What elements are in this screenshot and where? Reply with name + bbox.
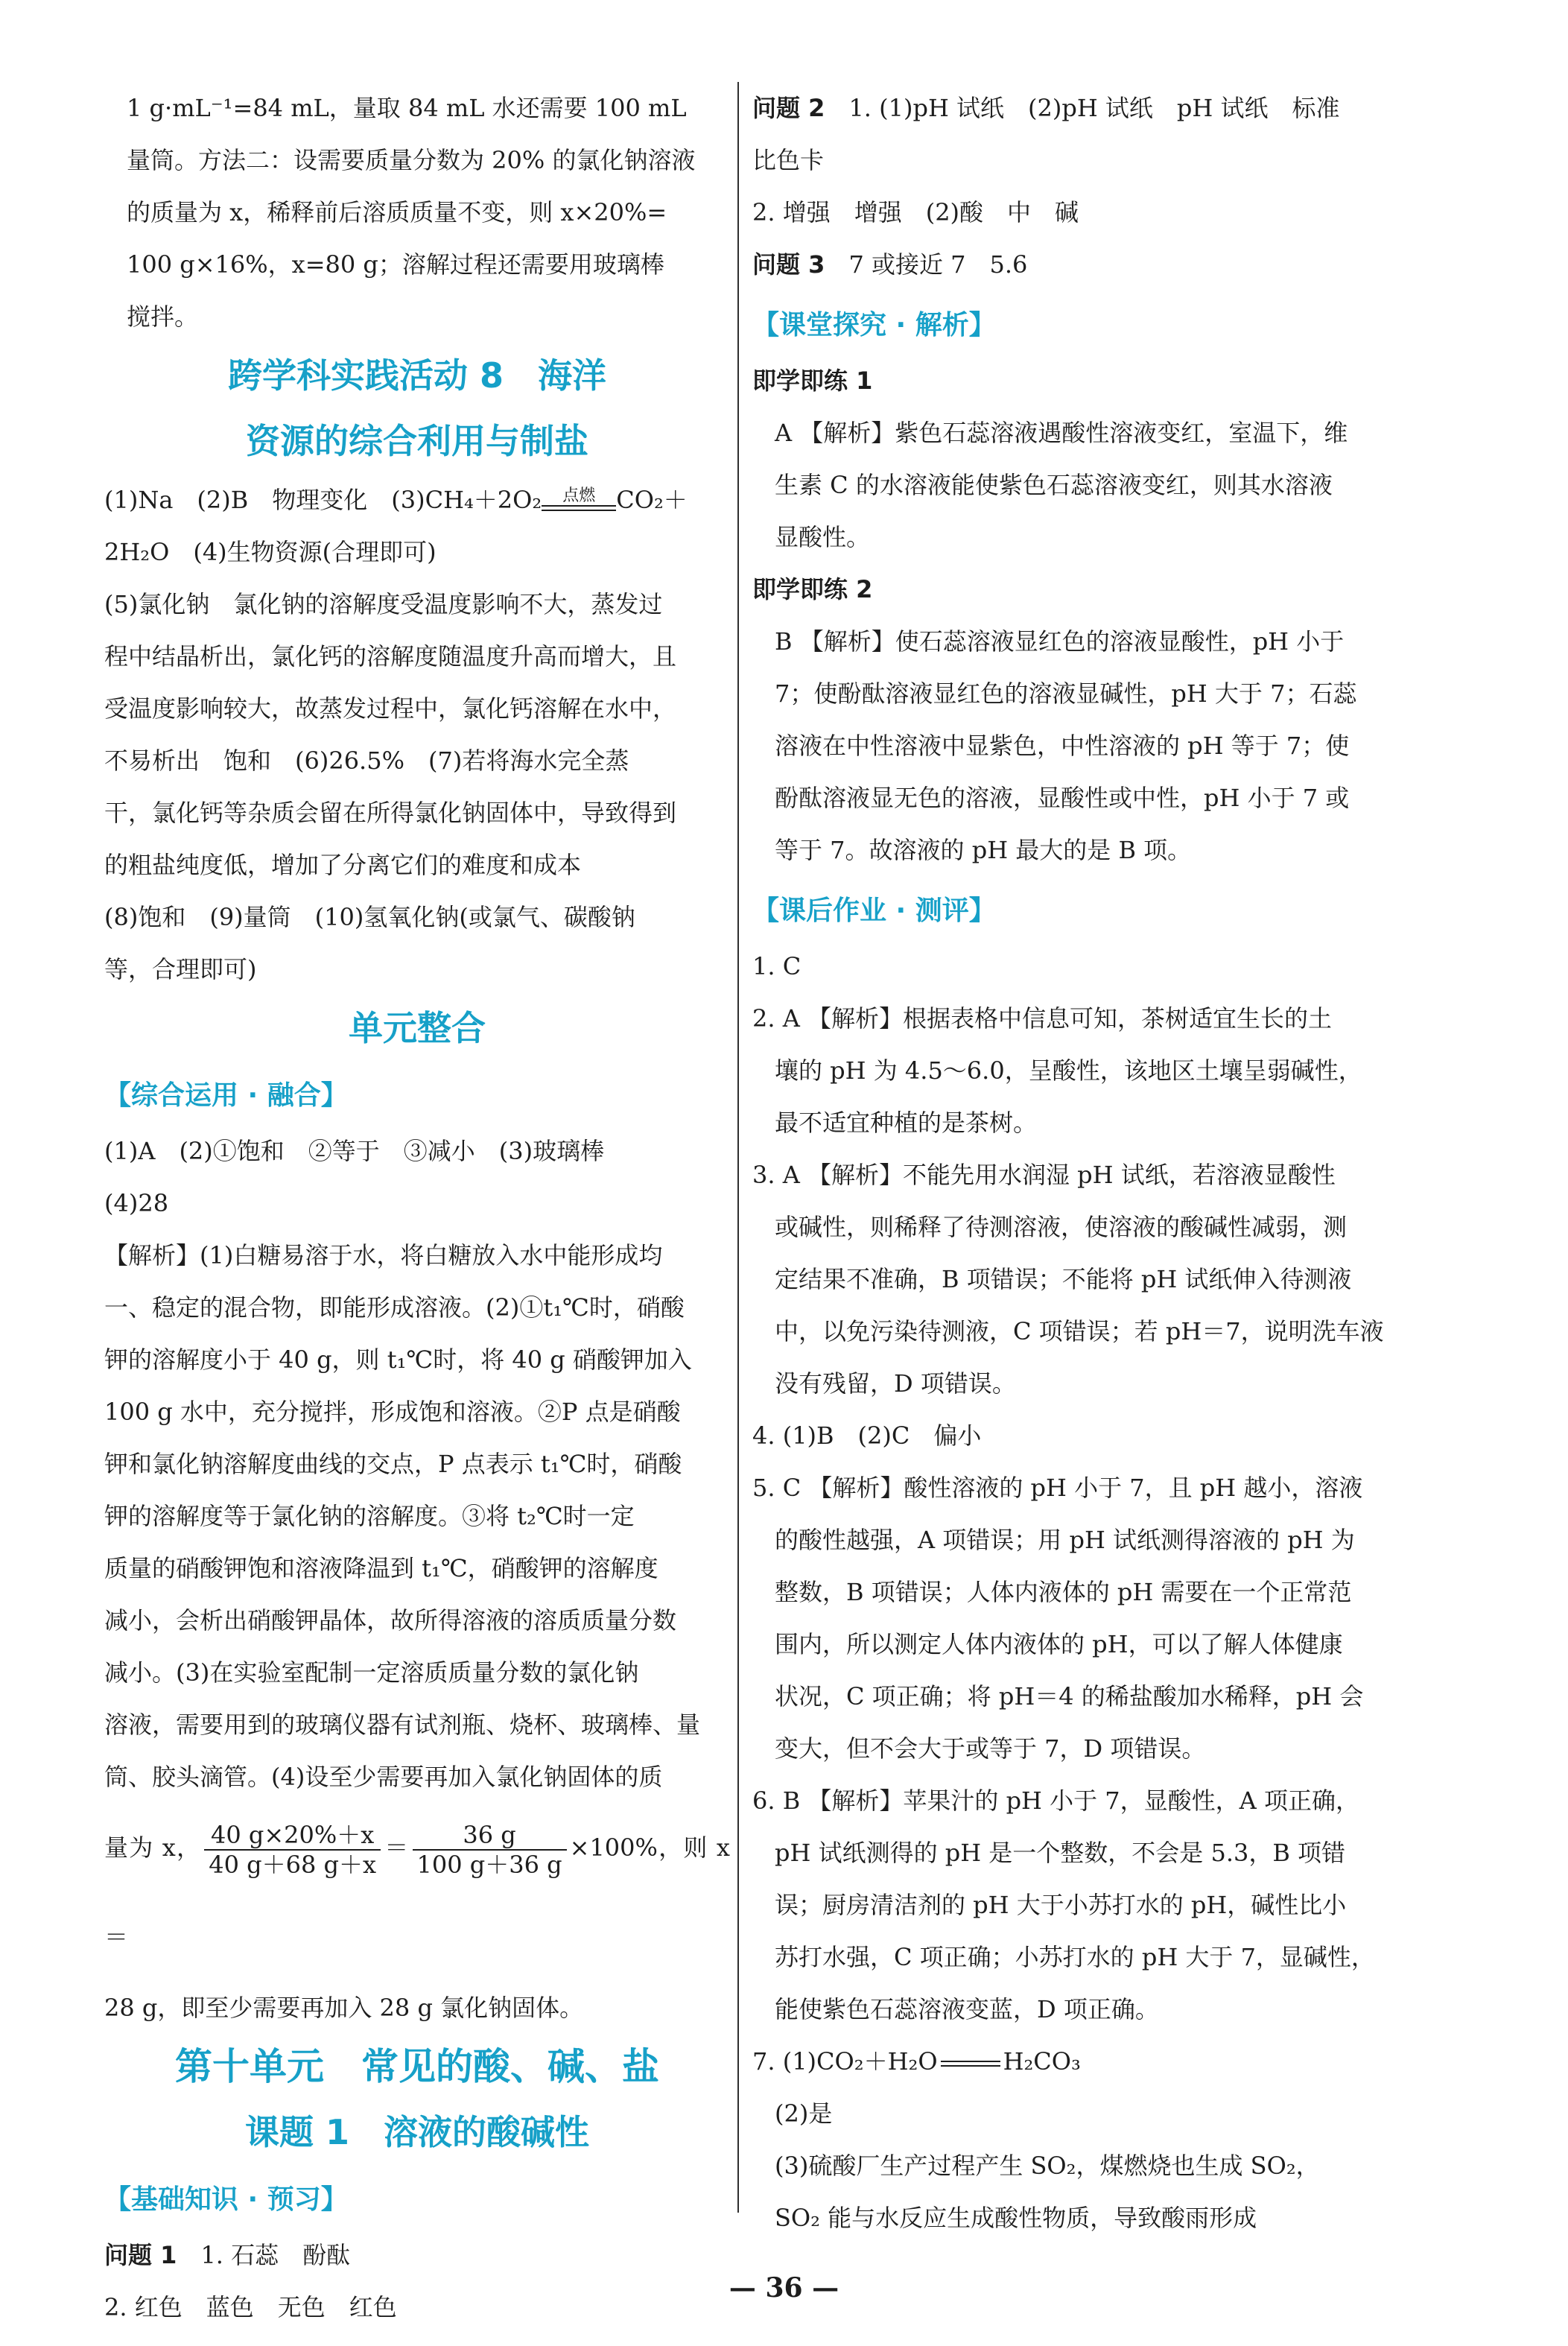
text-line: 显酸性。 bbox=[775, 523, 871, 551]
homework-line: (3)硫酸厂生产过程产生 SO₂，煤燃烧也生成 SO₂， bbox=[775, 2152, 1320, 2180]
right-column bbox=[752, 82, 1415, 2244]
text-line: 的粗盐纯度低，增加了分离它们的难度和成本 bbox=[104, 851, 582, 879]
formula-suffix: ×100%，则 x＝ bbox=[104, 1833, 730, 1951]
homework-line: 5. C 【解析】酸性溶液的 pH 小于 7，且 pH 越小，溶液 bbox=[752, 1474, 1363, 1502]
equals-sign bbox=[941, 2061, 1000, 2067]
analysis-line: 减小。(3)在实验室配制一定溶质质量分数的氯化钠 bbox=[104, 1658, 639, 1687]
question-2-answer: 1. (1)pH 试纸 (2)pH 试纸 pH 试纸 标准 bbox=[848, 94, 1340, 122]
formula-prefix: 量为 x， bbox=[104, 1833, 202, 1862]
text-line: 干，氯化钙等杂质会留在所得氯化钠固体中，导致得到 bbox=[104, 799, 677, 827]
text-line: (1)A (2)①饱和 ②等于 ③减小 (3)玻璃棒 bbox=[104, 1137, 605, 1165]
column-divider bbox=[737, 82, 739, 2213]
homework-line: 最不适宜种植的是茶树。 bbox=[775, 1109, 1038, 1137]
text-line: 7；使酚酞溶液显红色的溶液显碱性，pH 大于 7；石蕊 bbox=[775, 679, 1357, 708]
homework-line: 4. (1)B (2)C 偏小 bbox=[752, 1421, 982, 1450]
homework-line: 围内，所以测定人体内液体的 pH，可以了解人体健康 bbox=[775, 1630, 1343, 1658]
question-7-equation bbox=[752, 2035, 1415, 2087]
question-2-label: 问题 2 bbox=[752, 94, 825, 122]
equation-right: CO₂＋ bbox=[616, 486, 688, 514]
text-line: 1 g·mL⁻¹=84 mL，量取 84 mL 水还需要 100 mL bbox=[127, 94, 687, 122]
section-header-class: 【课堂探究 · 解析】 bbox=[752, 310, 996, 340]
reaction-condition: 点燃 bbox=[562, 486, 596, 505]
text-line: 比色卡 bbox=[752, 146, 825, 174]
analysis-line: 筒、胶头滴管。(4)设至少需要再加入氯化钠固体的质 bbox=[104, 1763, 663, 1791]
text-line: A 【解析】紫色石蕊溶液遇酸性溶液变红，室温下，维 bbox=[775, 419, 1348, 447]
page-number: — 36 — bbox=[729, 2272, 839, 2304]
homework-line: 整数，B 项错误；人体内液体的 pH 需要在一个正常范 bbox=[775, 1578, 1352, 1606]
question-1-answer: 1. 石蕊 酚酞 bbox=[200, 2241, 351, 2269]
question-3-line bbox=[752, 238, 1415, 291]
analysis-line: 钾的溶解度等于氯化钠的溶解度。③将 t₂℃时一定 bbox=[104, 1502, 635, 1530]
homework-line: 6. B 【解析】苹果汁的 pH 小于 7，显酸性，A 项正确， bbox=[752, 1787, 1359, 1815]
homework-line: 1. C bbox=[752, 952, 802, 980]
text-line: 2H₂O (4)生物资源(合理即可) bbox=[104, 538, 437, 566]
fraction-2-numerator: 36 g bbox=[413, 1821, 567, 1851]
reaction-condition-sign bbox=[542, 487, 616, 517]
fraction-1-numerator: 40 g×20%＋x bbox=[204, 1821, 381, 1851]
activity-equation-line bbox=[104, 474, 730, 526]
unit-summary-title: 单元整合 bbox=[349, 1008, 486, 1048]
homework-line: 没有残留，D 项错误。 bbox=[775, 1369, 1016, 1398]
text-line: 搅拌。 bbox=[127, 302, 199, 331]
homework-line: 的酸性越强，A 项错误；用 pH 试纸测得溶液的 pH 为 bbox=[775, 1526, 1355, 1554]
text-line: 28 g，即至少需要再加入 28 g 氯化钠固体。 bbox=[104, 1994, 584, 2022]
practice-2-heading: 即学即练 2 bbox=[752, 575, 873, 603]
fraction-1-denominator: 40 g＋68 g＋x bbox=[209, 1850, 377, 1879]
text-line: 程中结晶析出，氯化钙的溶解度随温度升高而增大，且 bbox=[104, 642, 677, 670]
analysis-line: 100 g 水中，充分搅拌，形成饱和溶液。②P 点是硝酸 bbox=[104, 1398, 681, 1426]
homework-line: 2. A 【解析】根据表格中信息可知，茶树适宜生长的土 bbox=[752, 1004, 1332, 1033]
text-line: (4)28 bbox=[104, 1189, 169, 1217]
analysis-line: 钾和氯化钠溶解度曲线的交点，P 点表示 t₁℃时，硝酸 bbox=[104, 1450, 682, 1478]
homework-line: 状况，C 项正确；将 pH＝4 的稀盐酸加水稀释，pH 会 bbox=[775, 1682, 1364, 1711]
homework-line: 定结果不准确，B 项错误；不能将 pH 试纸伸入待测液 bbox=[775, 1265, 1352, 1293]
unit10-title: 第十单元 常见的酸、碱、盐 bbox=[175, 2045, 659, 2088]
homework-line: pH 试纸测得的 pH 是一个整数，不会是 5.3，B 项错 bbox=[775, 1839, 1346, 1867]
fraction-formula: 量为 x， $\frac{40 g\times 20\%+x}{40 g+68 g+x}$ ＝ $\frac{36 g}{100 g+36 g}$ ×100%，则 x＝ bbox=[104, 1820, 730, 1951]
text-line: 溶液在中性溶液中显紫色，中性溶液的 pH 等于 7；使 bbox=[775, 732, 1350, 760]
left-column bbox=[104, 82, 730, 2333]
homework-line: 变大，但不会大于或等于 7，D 项错误。 bbox=[775, 1734, 1206, 1763]
lesson1-title: 课题 1 溶液的酸碱性 bbox=[244, 2112, 590, 2152]
homework-line: 能使紫色石蕊溶液变蓝，D 项正确。 bbox=[775, 1995, 1159, 2023]
analysis-line: 一、稳定的混合物，即能形成溶液。(2)①t₁℃时，硝酸 bbox=[104, 1293, 685, 1322]
question-2-line bbox=[752, 82, 1415, 134]
practice-1-heading: 即学即练 1 bbox=[752, 367, 873, 395]
text-line: 量筒。方法二：设需要质量分数为 20% 的氯化钠溶液 bbox=[127, 146, 696, 174]
question-3-answer: 7 或接近 7 5.6 bbox=[848, 250, 1028, 279]
analysis-line: 质量的硝酸钾饱和溶液降温到 t₁℃，硝酸钾的溶解度 bbox=[104, 1554, 658, 1582]
homework-line: 中，以免污染待测液，C 项错误；若 pH＝7，说明洗车液 bbox=[775, 1317, 1384, 1345]
text-line: 不易析出 饱和 (6)26.5% (7)若将海水完全蒸 bbox=[104, 746, 629, 775]
fraction-2-denominator: 100 g＋36 g bbox=[416, 1850, 562, 1879]
equation-left: 7. (1)CO₂＋H₂O bbox=[752, 2047, 938, 2076]
text-line: 受温度影响较大，故蒸发过程中，氯化钙溶解在水中， bbox=[104, 694, 677, 723]
text-line: 2. 增强 增强 (2)酸 中 碱 bbox=[752, 198, 1079, 226]
text-line: (8)饱和 (9)量筒 (10)氢氧化钠(或氯气、碳酸钠 bbox=[104, 903, 635, 931]
text-line: B 【解析】使石蕊溶液显红色的溶液显酸性，pH 小于 bbox=[775, 627, 1345, 656]
activity-title-line1: 跨学科实践活动 8 海洋 bbox=[227, 355, 607, 396]
activity-title-line2: 资源的综合利用与制盐 bbox=[246, 421, 588, 461]
analysis-line: 溶液，需要用到的玻璃仪器有试剂瓶、烧杯、玻璃棒、量 bbox=[104, 1711, 701, 1739]
question-1-label: 问题 1 bbox=[104, 2241, 177, 2269]
text-line: 生素 C 的水溶液能使紫色石蕊溶液变红，则其水溶液 bbox=[775, 471, 1333, 499]
analysis-line: 【解析】(1)白糖易溶于水，将白糖放入水中能形成均 bbox=[104, 1241, 663, 1269]
homework-line: SO₂ 能与水反应生成酸性物质，导致酸雨形成 bbox=[775, 2204, 1257, 2232]
text-line: (5)氯化钠 氯化钠的溶解度受温度影响不大，蒸发过 bbox=[104, 590, 663, 618]
text-line: 的质量为 x，稀释前后溶质质量不变，则 x×20%= bbox=[127, 198, 667, 226]
equation-left: (1)Na (2)B 物理变化 (3)CH₄＋2O₂ bbox=[104, 486, 542, 514]
section-header-integration: 【综合运用 · 融合】 bbox=[104, 1080, 348, 1111]
analysis-line: 钾的溶解度小于 40 g，则 t₁℃时，将 40 g 硝酸钾加入 bbox=[104, 1345, 692, 1374]
analysis-line: 减小，会析出硝酸钾晶体，故所得溶液的溶质质量分数 bbox=[104, 1606, 677, 1635]
text-line: 100 g×16%，x=80 g；溶解过程还需要用玻璃棒 bbox=[127, 250, 664, 279]
homework-line: 苏打水强，C 项正确；小苏打水的 pH 大于 7，显碱性， bbox=[775, 1943, 1375, 1971]
homework-line: 壤的 pH 为 4.5～6.0，呈酸性，该地区土壤呈弱碱性， bbox=[775, 1056, 1362, 1085]
homework-line: 或碱性，则稀释了待测溶液，使溶液的酸碱性减弱，测 bbox=[775, 1213, 1348, 1241]
section-header-homework: 【课后作业 · 测评】 bbox=[752, 895, 996, 926]
section-header-basic: 【基础知识 · 预习】 bbox=[104, 2184, 348, 2215]
homework-line: 误；厨房清洁剂的 pH 大于小苏打水的 pH，碱性比小 bbox=[775, 1891, 1347, 1919]
text-line: 酚酞溶液显无色的溶液，显酸性或中性，pH 小于 7 或 bbox=[775, 784, 1350, 812]
fraction-2 bbox=[413, 1821, 567, 1879]
text-line: 等，合理即可) bbox=[104, 955, 257, 983]
fraction-1 bbox=[204, 1821, 381, 1879]
text-line: 等于 7。故溶液的 pH 最大的是 B 项。 bbox=[775, 836, 1192, 864]
homework-line: (2)是 bbox=[775, 2099, 833, 2128]
text-line: 2. 红色 蓝色 无色 红色 bbox=[104, 2293, 397, 2321]
question-3-label: 问题 3 bbox=[752, 250, 825, 279]
homework-line: 3. A 【解析】不能先用水润湿 pH 试纸，若溶液显酸性 bbox=[752, 1161, 1336, 1189]
equation-right: H₂CO₃ bbox=[1003, 2047, 1081, 2076]
